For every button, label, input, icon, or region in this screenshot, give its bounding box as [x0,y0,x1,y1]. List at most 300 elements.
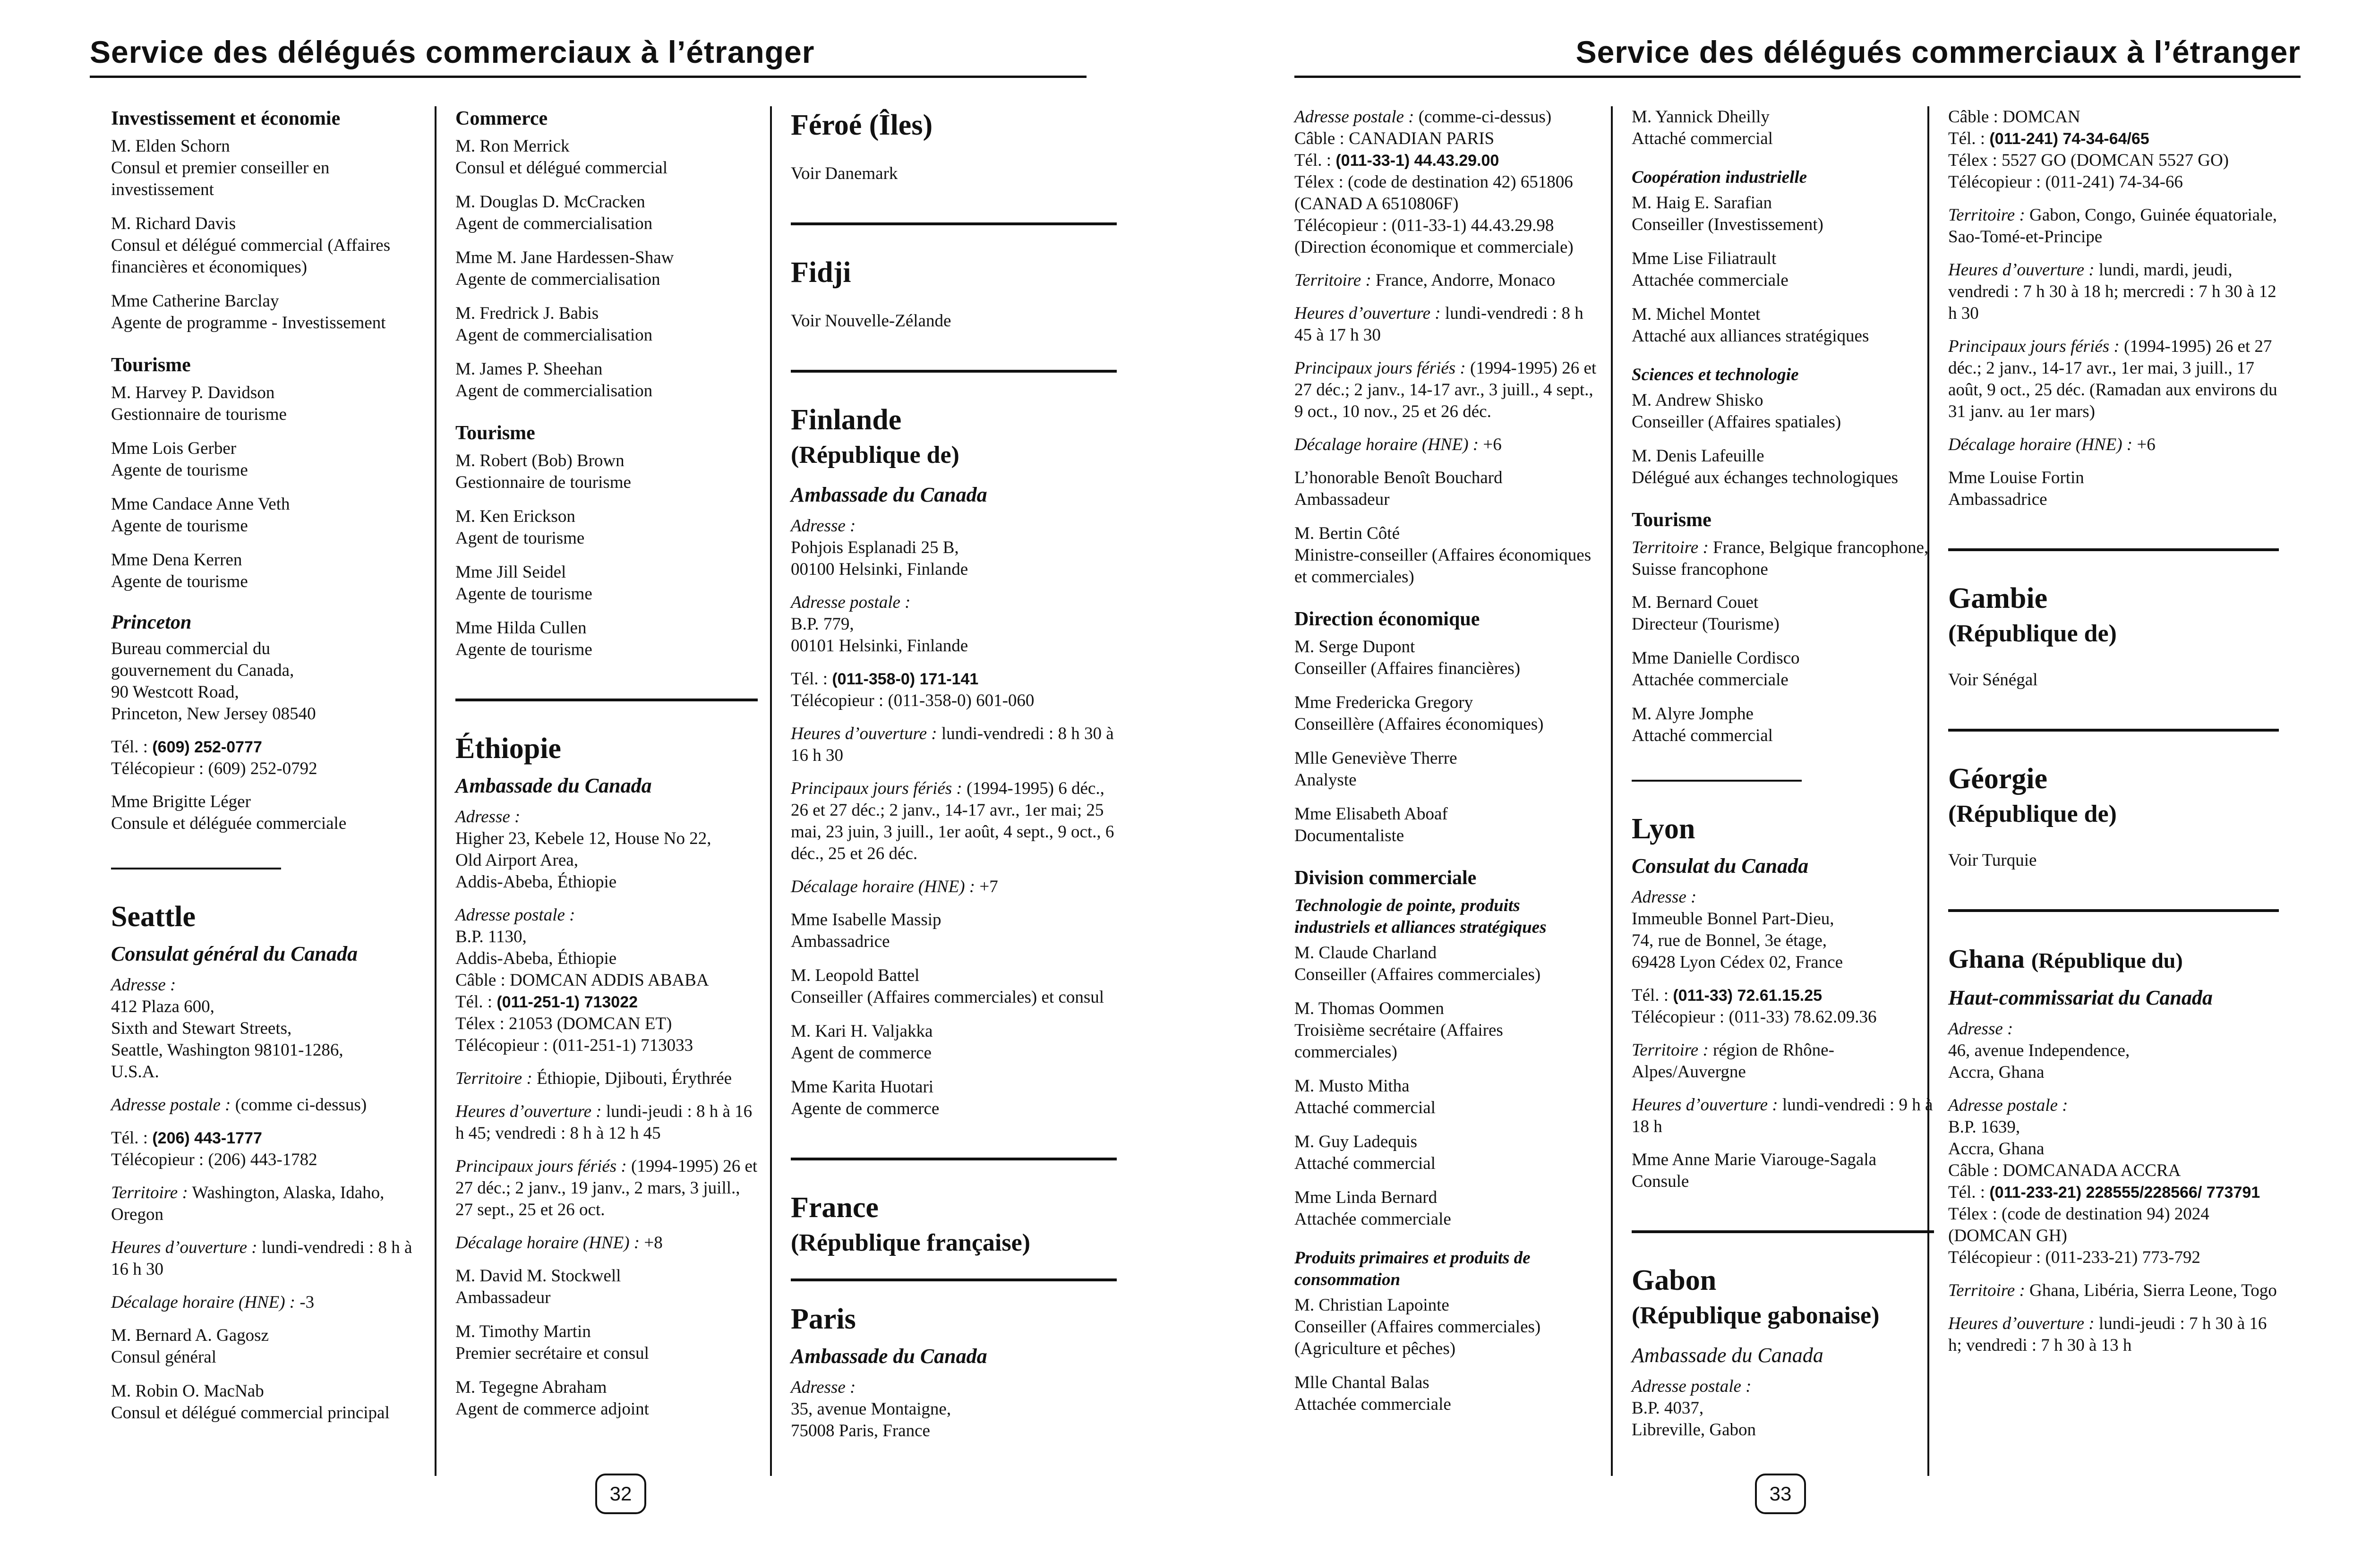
person-title: Directeur (Tourisme) [1632,614,1780,634]
person-entry [455,303,758,346]
address-line: Accra, Ghana [1948,1063,2045,1082]
person-entry [455,191,758,235]
timezone-line: Décalage horaire (HNE) : -3 [111,1293,315,1312]
field-label: Adresse : [1632,887,1697,907]
address-line: 75008 Paris, France [791,1421,930,1440]
person-name: M. James P. Sheehan [455,359,603,379]
phone-number: (206) 443-1777 [152,1129,262,1147]
person-name: M. Musto Mitha [1294,1076,1410,1096]
divider [455,699,758,701]
person-title: Analyste [1294,770,1357,790]
person-entry [111,136,413,201]
person-name: M. Claude Charland [1294,943,1437,963]
person-title: Attaché aux alliances stratégiques [1632,326,1869,346]
address-line: 00101 Helsinki, Finlande [791,636,968,656]
person-name: M. Yannick Dheilly [1632,107,1770,127]
timezone-line: Décalage horaire (HNE) : +6 [1948,435,2156,454]
phone-number: (011-233-21) 228555/228566/ 773791 [1989,1184,2260,1202]
territory-line: Territoire : Gabon, Congo, Guinée équatoriale, Sao-Tomé-et-Principe [1948,205,2277,247]
field-label: Adresse postale : [455,905,575,925]
person-entry [1632,106,1934,150]
address-line: B.P. 1130, [455,927,527,946]
subsection-heading: Coopération industrielle [1632,168,1807,187]
person-name: M. Serge Dupont [1294,637,1415,656]
person-entry [1632,390,1934,433]
person-name: M. Bernard A. Gagosz [111,1326,269,1345]
person-title: Attachée commerciale [1294,1210,1451,1229]
person-title: Gestionnaire de tourisme [111,405,287,424]
person-entry [455,136,758,179]
territory-line: Territoire : France, Belgique francophone, Suisse francophone [1632,538,1929,579]
divider [1948,909,2279,912]
person-title: Agente de tourisme [455,584,592,604]
person-name: Mme Catherine Barclay [111,291,279,311]
fax-line: Télécopieur : (011-33) 78.62.09.36 [1632,1007,1877,1027]
person-entry [111,549,413,593]
cable-line: Câble : DOMCAN [1948,107,2080,127]
person-list [111,136,413,334]
address-line: 46, avenue Independence, [1948,1041,2130,1060]
person-entry [111,494,413,537]
address-block [1632,908,1934,973]
address-line: Addis-Abeba, Éthiopie [455,949,617,968]
person-name: Mme Linda Bernard [1294,1188,1438,1207]
person-title: Consul et délégué commercial principal [111,1403,390,1423]
person-title: Attachée commerciale [1294,1395,1451,1414]
person-entry [1632,304,1934,347]
person-list [1294,942,1597,1230]
person-entry [455,358,758,402]
phone-line: Tél. : (609) 252-0777 [111,737,262,757]
fax-line: Télécopieur : (011-233-21) 773-792 [1948,1248,2200,1267]
person-name: M. Douglas D. McCracken [455,192,645,212]
fax-line: Télécopieur : (609) 252-0792 [111,759,317,778]
page-title: Service des délégués commerciaux à l’étranger [90,34,815,69]
person-title: Attaché commercial [1632,726,1773,745]
person-list [111,382,413,593]
person-entry [1294,803,1597,847]
person-name: M. Timothy Martin [455,1322,591,1341]
address-line: Accra, Ghana [1948,1139,2045,1159]
country-heading: France [791,1192,879,1224]
person-name: M. Christian Lapointe [1294,1295,1449,1315]
section-heading: Direction économique [1294,608,1480,630]
person-entry [791,1021,1117,1064]
person-list [455,136,758,402]
person-name: M. Elden Schorn [111,136,230,156]
person-title: Conseiller (Affaires commerciales) (Agriculture et pêches) [1294,1317,1541,1358]
person-name: Mme Isabelle Massip [791,910,941,929]
person-entry [455,1377,758,1420]
office-name: Haut-commissariat du Canada [1948,986,2213,1009]
address-block [455,828,758,893]
person-title: Agente de tourisme [111,572,248,591]
person-name: M. Robin O. MacNab [111,1381,264,1401]
right-col-2 [1611,106,1934,1476]
office-heading: Princeton [111,612,192,633]
holidays-line: Principaux jours fériés : (1994-1995) 26 et 27 déc.; 2 janv., 14-17 avr., 1er mai, 3 juill., 17 août, 9 oct., 25 déc. (Ramadan aux environs du 31 janv. au 1er mars) [1948,337,2277,421]
person-entry [111,438,413,481]
person-title: Consul général [111,1347,216,1367]
person-entry [1632,648,1934,691]
person-list [1294,1295,1597,1415]
territory-line: Territoire : Éthiopie, Djibouti, Érythrée [455,1069,732,1088]
phone-number: (011-251-1) 713022 [496,993,638,1011]
person-title: Conseiller (Affaires financières) [1294,659,1521,678]
person-entry [455,1265,758,1309]
hours-line: Heures d’ouverture : lundi-vendredi : 9 h à 18 h [1632,1095,1933,1136]
person-name: M. Denis Lafeuille [1632,446,1764,466]
person-name: M. Richard Davis [111,214,236,233]
postal-block [791,614,1117,657]
person-name: M. Haig E. Sarafian [1632,193,1772,213]
person-entry [455,506,758,549]
office-name: Ambassade du Canada [791,483,987,506]
person-name: Mme Lise Filiatrault [1632,249,1777,268]
person-list [1948,467,2279,511]
person-title: Conseiller (Affaires commerciales) et consul [791,988,1104,1007]
person-title: Consul et premier conseiller en investissement [111,158,330,199]
postal-block [1632,1398,1934,1441]
person-title: Ministre-conseiller (Affaires économiques et commerciales) [1294,545,1592,587]
phone-line: Tél. : (011-233-21) 228555/228566/ 773791 [1948,1183,2260,1202]
person-title: Agent de commercialisation [455,214,653,233]
country-heading: Éthiopie [455,733,561,765]
field-label: Adresse postale : [1948,1096,2068,1115]
fax-line: Télécopieur : (011-33-1) 44.43.29.98 (Direction économique et commerciale) [1294,216,1574,257]
person-title: Consule et déléguée commerciale [111,814,347,833]
divider [1632,780,1802,782]
section-heading: Tourisme [111,354,191,376]
person-title: Agent de commerce [791,1043,932,1063]
telex-line: Télex : 5527 GO (DOMCAN 5527 GO) [1948,151,2229,170]
person-title: Délégué aux échanges technologiques [1632,468,1899,487]
phone-line: Tél. : (011-251-1) 713022 [455,992,638,1012]
address-line: B.P. 4037, [1632,1398,1704,1418]
subsection-heading: Sciences et technologie [1632,365,1799,384]
territory-line: Territoire : région de Rhône-Alpes/Auvergne [1632,1040,1834,1082]
person-title: Agent de commerce adjoint [455,1399,649,1419]
person-title: Conseiller (Investissement) [1632,215,1823,234]
person-entry [1294,523,1597,588]
person-title: Attaché commercial [1632,129,1773,148]
person-entry [455,562,758,605]
person-list [1632,592,1934,747]
address-block [791,1398,1117,1442]
country-subheading: (République de) [791,442,959,469]
hours-line: Heures d’ouverture : lundi-vendredi : 8 h à 16 h 30 [111,1238,412,1279]
person-entry [1294,748,1597,791]
address-line: 35, avenue Montaigne, [791,1399,951,1419]
postal-line: Adresse postale : (comme-ci-dessus) [1294,107,1552,127]
hours-line: Heures d’ouverture : lundi-vendredi : 8 h 30 à 16 h 30 [791,724,1114,765]
country-heading: Gabon [1632,1264,1717,1296]
country-heading: Géorgie [1948,763,2048,795]
country-heading: Finlande [791,404,902,436]
phone-line: Tél. : (011-358-0) 171-141 [791,669,979,689]
hours-line: Heures d’ouverture : lundi, mardi, jeudi, vendredi : 7 h 30 à 18 h; mercredi : 7 h 30 à 12 h 30 [1948,260,2276,323]
person-list [455,450,758,661]
person-name: Mlle Chantal Balas [1294,1373,1429,1392]
address-line: Old Airport Area, [455,851,578,870]
address-line: Higher 23, Kebele 12, House No 22, [455,829,711,848]
person-title: Gestionnaire de tourisme [455,473,631,492]
person-entry [1632,248,1934,291]
left-col-3 [770,106,1117,1476]
person-list [111,1325,413,1424]
person-name: Mme Candace Anne Veth [111,494,290,514]
person-entry [791,965,1117,1008]
person-name: Mme Fredericka Gregory [1294,693,1473,712]
person-name: M. Ron Merrick [455,136,570,156]
country-heading: Gambie [1948,582,2048,614]
see-reference: Voir Sénégal [1948,670,2038,690]
person-title: Agente de tourisme [111,516,248,536]
field-label: Adresse : [791,1378,856,1397]
person-entry [111,1381,413,1424]
right-col-3 [1927,106,2279,1476]
person-entry [111,1325,413,1368]
page-header [90,28,1087,78]
section-heading: Tourisme [1632,509,1712,531]
person-name: Mme Anne Marie Viarouge-Sagala [1632,1150,1877,1169]
person-name: Mme Hilda Cullen [455,618,587,638]
cable-line: Câble : DOMCAN ADDIS ABABA [455,971,709,990]
divider [791,370,1117,373]
address-block [111,638,413,725]
cable-line: Câble : CANADIAN PARIS [1294,129,1495,148]
person-name: M. Harvey P. Davidson [111,383,275,402]
section-heading: Tourisme [455,422,535,444]
address-line: Seattle, Washington 98101-1286, [111,1040,343,1060]
person-title: Attachée commerciale [1632,670,1789,690]
country-heading: Ghana (République du) [1948,945,2183,974]
fax-line: Télécopieur : (206) 443-1782 [111,1150,317,1169]
address-line: Addis-Abeba, Éthiopie [455,872,617,892]
country-subheading: (République gabonaise) [1632,1302,1880,1329]
country-subheading: (République de) [1948,801,2117,827]
person-name: Mme Jill Seidel [455,562,566,582]
phone-line: Tél. : (206) 443-1777 [111,1128,262,1148]
person-entry [1294,942,1597,986]
person-title: Ambassadeur [1294,490,1390,509]
person-name: M. Ken Erickson [455,507,575,526]
telex-line: Télex : (code de destination 42) 651806 (CANAD A 6510806F) [1294,172,1573,213]
person-name: M. Alyre Jomphe [1632,704,1754,724]
hours-line: Heures d’ouverture : lundi-jeudi : 8 h à 16 h 45; vendredi : 8 h à 12 h 45 [455,1102,753,1143]
person-list [791,909,1117,1120]
office-name: Consulat général du Canada [111,942,358,965]
person-name: M. Thomas Oommen [1294,999,1444,1018]
person-name: M. Fredrick J. Babis [455,304,599,323]
city-heading: Seattle [111,901,196,933]
person-title: Agente de commercialisation [455,270,660,289]
person-name: M. Bernard Couet [1632,593,1759,612]
divider [1948,729,2279,732]
address-line: 90 Westcott Road, [111,682,239,702]
office-name: Ambassade du Canada [455,774,652,797]
person-entry [1632,703,1934,747]
section-heading: Commerce [455,108,548,129]
divider [791,222,1117,225]
person-entry [1294,1075,1597,1119]
person-title: Documentaliste [1294,826,1404,845]
person-name: M. Bertin Côté [1294,524,1400,543]
address-line: U.S.A. [111,1062,159,1082]
person-name: Mlle Geneviève Therre [1294,749,1457,768]
phone-line: Tél. : (011-33-1) 44.43.29.00 [1294,151,1499,170]
address-line: 69428 Lyon Cédex 02, France [1632,953,1843,972]
address-line: B.P. 779, [791,614,854,634]
left-col-2 [435,106,758,1476]
person-title: Agent de commercialisation [455,381,653,401]
person-name: Mme Lois Gerber [111,439,237,458]
address-line: Immeuble Bonnel Part-Dieu, [1632,909,1834,929]
country-subheading: (République de) [1948,620,2117,647]
postal-block [1948,1116,2279,1160]
person-entry [1294,998,1597,1063]
person-entry [1294,636,1597,680]
field-label: Adresse : [111,975,176,995]
fax-line: Télécopieur : (011-241) 74-34-66 [1948,172,2183,192]
address-line: B.P. 1639, [1948,1117,2020,1137]
city-heading: Lyon [1632,813,1695,845]
field-label: Adresse : [1948,1019,2013,1039]
person-name: Mme M. Jane Hardessen-Shaw [455,248,674,267]
person-title: Ambassadrice [1948,490,2047,509]
person-entry [111,791,413,835]
person-name: M. Michel Montet [1632,305,1761,324]
person-entry [1632,192,1934,236]
address-block [111,996,413,1083]
address-line: Pohjois Esplanadi 25 B, [791,538,959,557]
address-line: gouvernement du Canada, [111,661,294,680]
person-entry [111,382,413,426]
left-col-1 [111,106,413,1436]
person-name: Mme Dena Kerren [111,550,242,570]
section-heading: Division commerciale [1294,867,1477,889]
person-list [1632,1149,1934,1193]
field-label: Adresse postale : [791,593,911,612]
postal-block [455,926,758,970]
phone-number: (011-241) 74-34-64/65 [1989,130,2149,148]
person-entry [455,1321,758,1364]
person-title: Consul et délégué commercial [455,158,668,178]
person-entry [791,1076,1117,1120]
person-name: M. Kari H. Valjakka [791,1022,933,1041]
phone-number: (011-33-1) 44.43.29.00 [1335,152,1499,170]
person-entry [1294,692,1597,735]
person-title: Attaché commercial [1294,1098,1436,1117]
person-name: M. David M. Stockwell [455,1266,621,1286]
person-name: Mme Karita Huotari [791,1077,934,1097]
person-title: Troisième secrétaire (Affaires commerciales) [1294,1021,1503,1062]
hours-line: Heures d’ouverture : lundi-jeudi : 7 h 30 à 16 h; vendredi : 7 h 30 à 13 h [1948,1314,2267,1355]
address-line: 74, rue de Bonnel, 3e étage, [1632,931,1827,950]
address-line: 00100 Helsinki, Finlande [791,560,968,579]
person-name: M. Tegegne Abraham [455,1378,607,1397]
person-title: Ambassadeur [455,1288,551,1307]
divider [791,1278,1117,1281]
see-reference: Voir Turquie [1948,851,2037,870]
field-label: Adresse postale : [1632,1377,1752,1396]
person-title: Consul et délégué commercial (Affaires financières et économiques) [111,236,391,277]
subsection-heading: Technologie de pointe, produits industriels et alliances stratégiques [1294,896,1547,937]
person-title: Consule [1632,1172,1689,1191]
person-name: M. Robert (Bob) Brown [455,451,625,470]
see-reference: Voir Nouvelle-Zélande [791,311,951,331]
phone-number: (011-33) 72.61.15.25 [1673,987,1823,1005]
person-list [1294,467,1597,588]
divider [1632,1230,1934,1233]
person-list [1294,636,1597,847]
person-entry [111,213,413,278]
subsection-heading: Produits primaires et produits de consommation [1294,1248,1531,1289]
address-line: Libreville, Gabon [1632,1420,1756,1440]
person-entry [455,450,758,494]
person-entry [111,290,413,334]
territory-line: Territoire : Washington, Alaska, Idaho, Oregon [111,1183,385,1224]
country-heading: Féroé (Îles) [791,109,933,141]
person-entry [1294,1187,1597,1230]
country-heading: Fidji [791,256,851,289]
city-heading: Paris [791,1303,856,1335]
page-title: Service des délégués commerciaux à l’étranger [1575,34,2301,69]
person-entry [1632,445,1934,489]
person-entry [455,247,758,290]
phone-line: Tél. : (011-241) 74-34-64/65 [1948,129,2149,148]
person-entry [455,617,758,661]
person-name: Mme Danielle Cordisco [1632,648,1800,668]
page-number: 32 [595,1474,646,1514]
see-reference: Voir Danemark [791,164,898,183]
address-block [791,537,1117,580]
person-entry [1632,592,1934,635]
person-name: Mme Louise Fortin [1948,468,2084,487]
office-name: Ambassade du Canada [791,1345,987,1368]
person-entry [1294,1131,1597,1175]
telex-line: Télex : (code de destination 94) 2024 (DOMCAN GH) [1948,1204,2209,1245]
person-title: Ambassadrice [791,932,890,951]
holidays-line: Principaux jours fériés : (1994-1995) 6 déc., 26 et 27 déc.; 2 janv., 14-17 avr., 1er mai; 25 mai, 23 juin, 3 juill., 1er août, 4 sept., 9 oct., 6 déc., 25 et 26 déc. [791,779,1114,863]
person-name: M. Andrew Shisko [1632,391,1763,410]
divider [111,868,281,869]
hours-line: Heures d’ouverture : lundi-vendredi : 8 h 45 à 17 h 30 [1294,304,1583,345]
postal-line: Adresse postale : (comme ci-dessus) [111,1095,367,1115]
section-heading: Investissement et économie [111,108,341,129]
person-title: Agente de tourisme [111,460,248,480]
territory-line: Territoire : France, Andorre, Monaco [1294,271,1556,290]
page-header [1294,28,2301,78]
person-title: Conseiller (Affaires commerciales) [1294,965,1541,984]
office-name: Consulat du Canada [1632,854,1809,878]
person-title: Attachée commerciale [1632,271,1789,290]
person-name: Mme Elisabeth Aboaf [1294,804,1448,824]
right-col-1 [1294,106,1597,1428]
person-list [455,1265,758,1420]
person-title: Agente de commerce [791,1099,940,1118]
phone-number: (609) 252-0777 [152,738,262,756]
person-title: Conseillère (Affaires économiques) [1294,715,1544,734]
cable-line: Câble : DOMCANADA ACCRA [1948,1161,2181,1180]
person-entry [1294,467,1597,511]
person-name: L’honorable Benoît Bouchard [1294,468,1503,487]
divider [1948,548,2279,551]
holidays-line: Principaux jours fériés : (1994-1995) 26 et 27 déc.; 2 janv., 19 janv., 2 mars, 3 juill., 27 sept., 25 et 26 oct. [455,1157,758,1219]
person-entry [1632,1149,1934,1193]
telex-line: Télex : 21053 (DOMCAN ET) [455,1014,672,1033]
country-subheading: (République française) [791,1229,1030,1256]
